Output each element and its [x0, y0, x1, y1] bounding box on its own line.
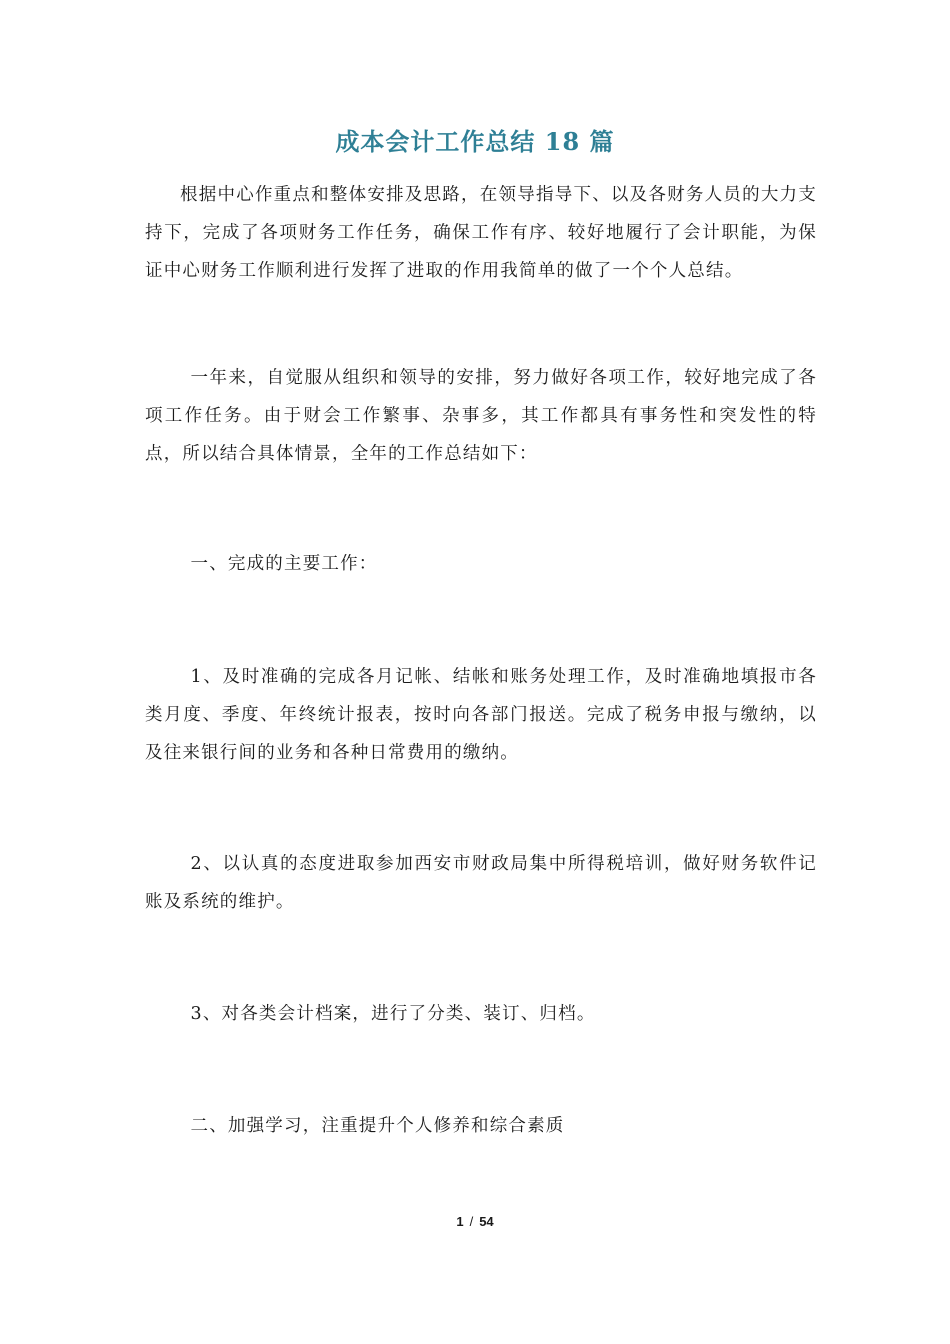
document-title: 成本会计工作总结 18 篇 — [335, 127, 615, 156]
paragraph-intro: 根据中心作重点和整体安排及思路，在领导指导下、以及各财务人员的大力支持下，完成了各项财务工作任务，确保工作有序、较好地履行了会计职能，为保证中心财务工作顺利进行发挥了进取的作用我简单的做了一个个人总结。 — [145, 185, 817, 281]
total-pages: 54 — [479, 1214, 494, 1229]
page-separator: / — [469, 1214, 474, 1229]
section-heading-study: 二、加强学习，注重提升个人修养和综合素质 — [190, 1116, 565, 1136]
paragraph-item-2: 2、以认真的态度进取参加西安市财政局集中所得税培训，做好财务软件记账及系统的维护。 — [145, 854, 817, 912]
page-number — [0, 1214, 950, 1229]
paragraph-item-1: 1、及时准确的完成各月记帐、结帐和账务处理工作，及时准确地填报市各类月度、季度、年终统计报表，按时向各部门报送。完成了税务申报与缴纳，以及往来银行间的业务和各种日常费用的缴纳。 — [145, 667, 817, 763]
section-heading-main-work: 一、完成的主要工作： — [190, 554, 378, 574]
paragraph-item-3: 3、对各类会计档案，进行了分类、装订、归档。 — [190, 1004, 596, 1024]
current-page: 1 — [456, 1214, 464, 1229]
paragraph-overview: 一年来，自觉服从组织和领导的安排，努力做好各项工作，较好地完成了各项工作任务。由于财会工作繁事、杂事多，其工作都具有事务性和突发性的特点，所以结合具体情景，全年的工作总结如下： — [145, 368, 817, 464]
